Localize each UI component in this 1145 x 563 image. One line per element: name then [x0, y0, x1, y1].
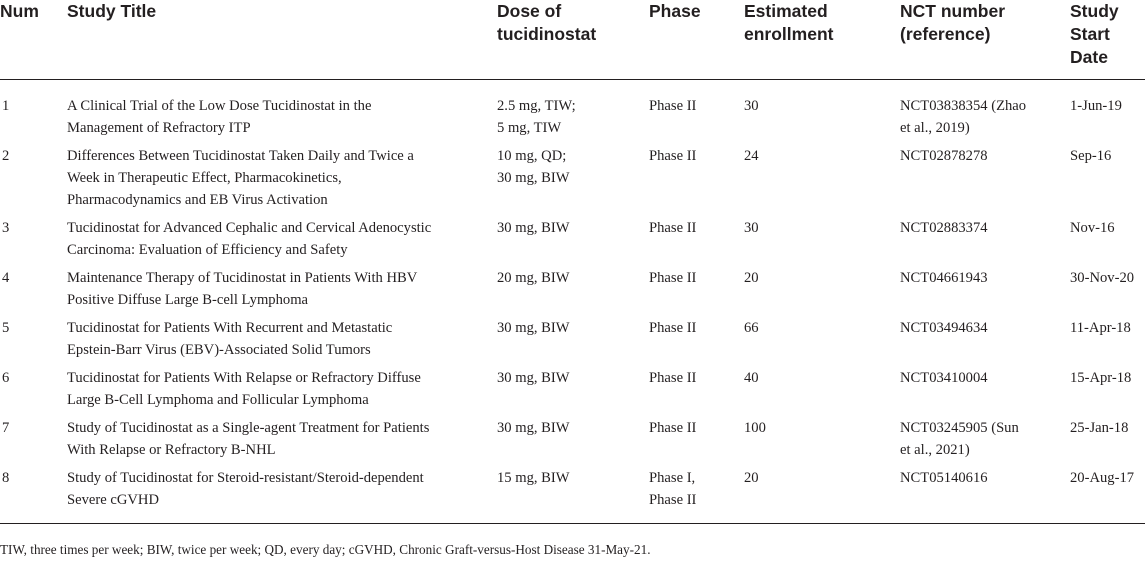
header-dose-line-2: tucidinostat	[497, 24, 597, 44]
phase-line: Phase II	[649, 148, 697, 164]
cell-phase	[649, 367, 744, 417]
cell-nct	[900, 145, 1070, 217]
cell-dose	[497, 145, 649, 217]
dose-line: 30 mg, BIW	[497, 370, 570, 386]
cell-phase	[649, 145, 744, 217]
cell-start-date: 30-Nov-20	[1070, 270, 1135, 286]
title-line: Epstein-Barr Virus (EBV)-Associated Solid Tumors	[67, 342, 371, 358]
title-line: Carcinoma: Evaluation of Efficiency and Safety	[67, 242, 348, 258]
table-row	[0, 467, 1145, 524]
cell-nct	[900, 467, 1070, 524]
title-line: Large B-Cell Lymphoma and Follicular Lymphoma	[67, 392, 369, 408]
cell-enrollment: 24	[744, 148, 759, 164]
title-line: Severe cGVHD	[67, 492, 159, 508]
nct-line: NCT05140616	[900, 470, 988, 486]
cell-enrollment: 20	[744, 270, 759, 286]
cell-num: 1	[2, 98, 10, 114]
table-header-row	[0, 0, 1145, 80]
table-row	[0, 367, 1145, 417]
cell-dose	[497, 417, 649, 467]
cell-nct	[900, 217, 1070, 267]
cell-study-title	[67, 467, 497, 524]
cell-nct	[900, 80, 1070, 146]
cell-dose	[497, 367, 649, 417]
header-nct-line-1: NCT number	[900, 1, 1005, 21]
nct-line: NCT02883374	[900, 220, 988, 236]
phase-line: Phase II	[649, 492, 697, 508]
cell-dose	[497, 267, 649, 317]
dose-line: 20 mg, BIW	[497, 270, 570, 286]
title-line: A Clinical Trial of the Low Dose Tucidinostat in the	[67, 98, 372, 114]
phase-line: Phase I,	[649, 470, 696, 486]
nct-line: NCT03494634	[900, 320, 988, 336]
dose-line: 30 mg, BIW	[497, 420, 570, 436]
cell-start-date: Sep-16	[1070, 148, 1112, 164]
cell-enrollment: 30	[744, 98, 759, 114]
cell-num: 8	[0, 467, 67, 524]
header-date-line-3: Date	[1070, 47, 1108, 67]
dose-line: 30 mg, BIW	[497, 320, 570, 336]
cell-start-date: 11-Apr-18	[1070, 320, 1131, 336]
dose-line: 30 mg, BIW	[497, 220, 570, 236]
cell-phase	[649, 417, 744, 467]
cell-num: 7	[2, 420, 10, 436]
dose-line: 10 mg, QD;	[497, 148, 567, 164]
dose-line: 15 mg, BIW	[497, 470, 570, 486]
cell-dose	[497, 80, 649, 146]
header-title-line: Study Title	[67, 1, 157, 21]
phase-line: Phase II	[649, 370, 697, 386]
title-line: Week in Therapeutic Effect, Pharmacokinetics,	[67, 170, 342, 186]
cell-start-date: 1-Jun-19	[1070, 98, 1122, 114]
cell-study-title	[67, 267, 497, 317]
title-line: Study of Tucidinostat as a Single-agent Treatment for Patients	[67, 420, 430, 436]
cell-dose	[497, 217, 649, 267]
cell-study-title	[67, 80, 497, 146]
cell-enrollment: 40	[744, 370, 759, 386]
cell-enrollment: 100	[744, 420, 766, 436]
header-start-date	[1070, 0, 1145, 80]
table-row	[0, 267, 1145, 317]
cell-enrollment: 66	[744, 320, 759, 336]
title-line: With Relapse or Refractory B-NHL	[67, 442, 276, 458]
title-line: Study of Tucidinostat for Steroid-resistant/Steroid-dependent	[67, 470, 424, 486]
cell-num: 3	[2, 220, 10, 236]
table-row	[0, 417, 1145, 467]
nct-line: et al., 2019)	[900, 120, 970, 136]
cell-enrollment: 20	[744, 467, 900, 524]
header-study-title	[67, 0, 497, 80]
cell-start-date: 25-Jan-18	[1070, 420, 1129, 436]
cell-start-date: Nov-16	[1070, 220, 1115, 236]
cell-nct	[900, 367, 1070, 417]
table-row	[0, 80, 1145, 146]
title-line: Maintenance Therapy of Tucidinostat in Patients With HBV	[67, 270, 418, 286]
nct-line: NCT03410004	[900, 370, 988, 386]
cell-dose	[497, 467, 649, 524]
cell-study-title	[67, 367, 497, 417]
cell-start-date: 20-Aug-17	[1070, 467, 1145, 524]
phase-line: Phase II	[649, 220, 697, 236]
cell-phase	[649, 317, 744, 367]
header-phase-line: Phase	[649, 1, 701, 21]
cell-start-date: 15-Apr-18	[1070, 370, 1132, 386]
header-phase	[649, 0, 744, 80]
title-line: Pharmacodynamics and EB Virus Activation	[67, 192, 328, 208]
header-num	[0, 0, 67, 80]
header-date-line-2: Start	[1070, 24, 1110, 44]
phase-line: Phase II	[649, 98, 697, 114]
header-enrollment	[744, 0, 900, 80]
nct-line: NCT02878278	[900, 148, 988, 164]
header-nct-line-2: (reference)	[900, 24, 991, 44]
table-row	[0, 217, 1145, 267]
cell-study-title	[67, 417, 497, 467]
cell-phase	[649, 217, 744, 267]
dose-line: 2.5 mg, TIW;	[497, 98, 576, 114]
dose-line: 5 mg, TIW	[497, 120, 562, 136]
header-dose	[497, 0, 649, 80]
cell-phase	[649, 467, 744, 524]
header-enrollment-line-2: enrollment	[744, 24, 834, 44]
cell-nct	[900, 317, 1070, 367]
title-line: Differences Between Tucidinostat Taken Daily and Twice a	[67, 148, 414, 164]
header-nct	[900, 0, 1070, 80]
dose-line: 30 mg, BIW	[497, 170, 570, 186]
cell-phase	[649, 80, 744, 146]
title-line: Tucidinostat for Patients With Relapse or Refractory Diffuse	[67, 370, 421, 386]
cell-num: 2	[2, 148, 10, 164]
cell-nct	[900, 417, 1070, 467]
cell-dose	[497, 317, 649, 367]
header-date-line-1: Study	[1070, 1, 1119, 21]
nct-line: NCT03245905 (Sun	[900, 420, 1019, 436]
phase-line: Phase II	[649, 270, 697, 286]
cell-enrollment: 30	[744, 220, 759, 236]
phase-line: Phase II	[649, 420, 697, 436]
cell-num: 5	[2, 320, 10, 336]
phase-line: Phase II	[649, 320, 697, 336]
nct-line: NCT04661943	[900, 270, 988, 286]
cell-num: 6	[2, 370, 10, 386]
title-line: Tucidinostat for Advanced Cephalic and Cervical Adenocystic	[67, 220, 432, 236]
header-dose-line-1: Dose of	[497, 1, 562, 21]
cell-num: 4	[2, 270, 10, 286]
table-row	[0, 145, 1145, 217]
header-num-line: Num	[0, 1, 39, 21]
title-line: Tucidinostat for Patients With Recurrent and Metastatic	[67, 320, 393, 336]
nct-line: NCT03838354 (Zhao	[900, 98, 1027, 114]
cell-nct	[900, 267, 1070, 317]
cell-study-title	[67, 217, 497, 267]
cell-study-title	[67, 317, 497, 367]
cell-phase	[649, 267, 744, 317]
header-enrollment-line-1: Estimated	[744, 1, 828, 21]
table-footnote: TIW, three times per week; BIW, twice per week; QD, every day; cGVHD, Chronic Graft-versus-Host Disease 31-May-21.	[0, 542, 651, 557]
cell-study-title	[67, 145, 497, 217]
table-row	[0, 317, 1145, 367]
nct-line: et al., 2021)	[900, 442, 970, 458]
title-line: Positive Diffuse Large B-cell Lymphoma	[67, 292, 309, 308]
title-line: Management of Refractory ITP	[67, 120, 251, 136]
